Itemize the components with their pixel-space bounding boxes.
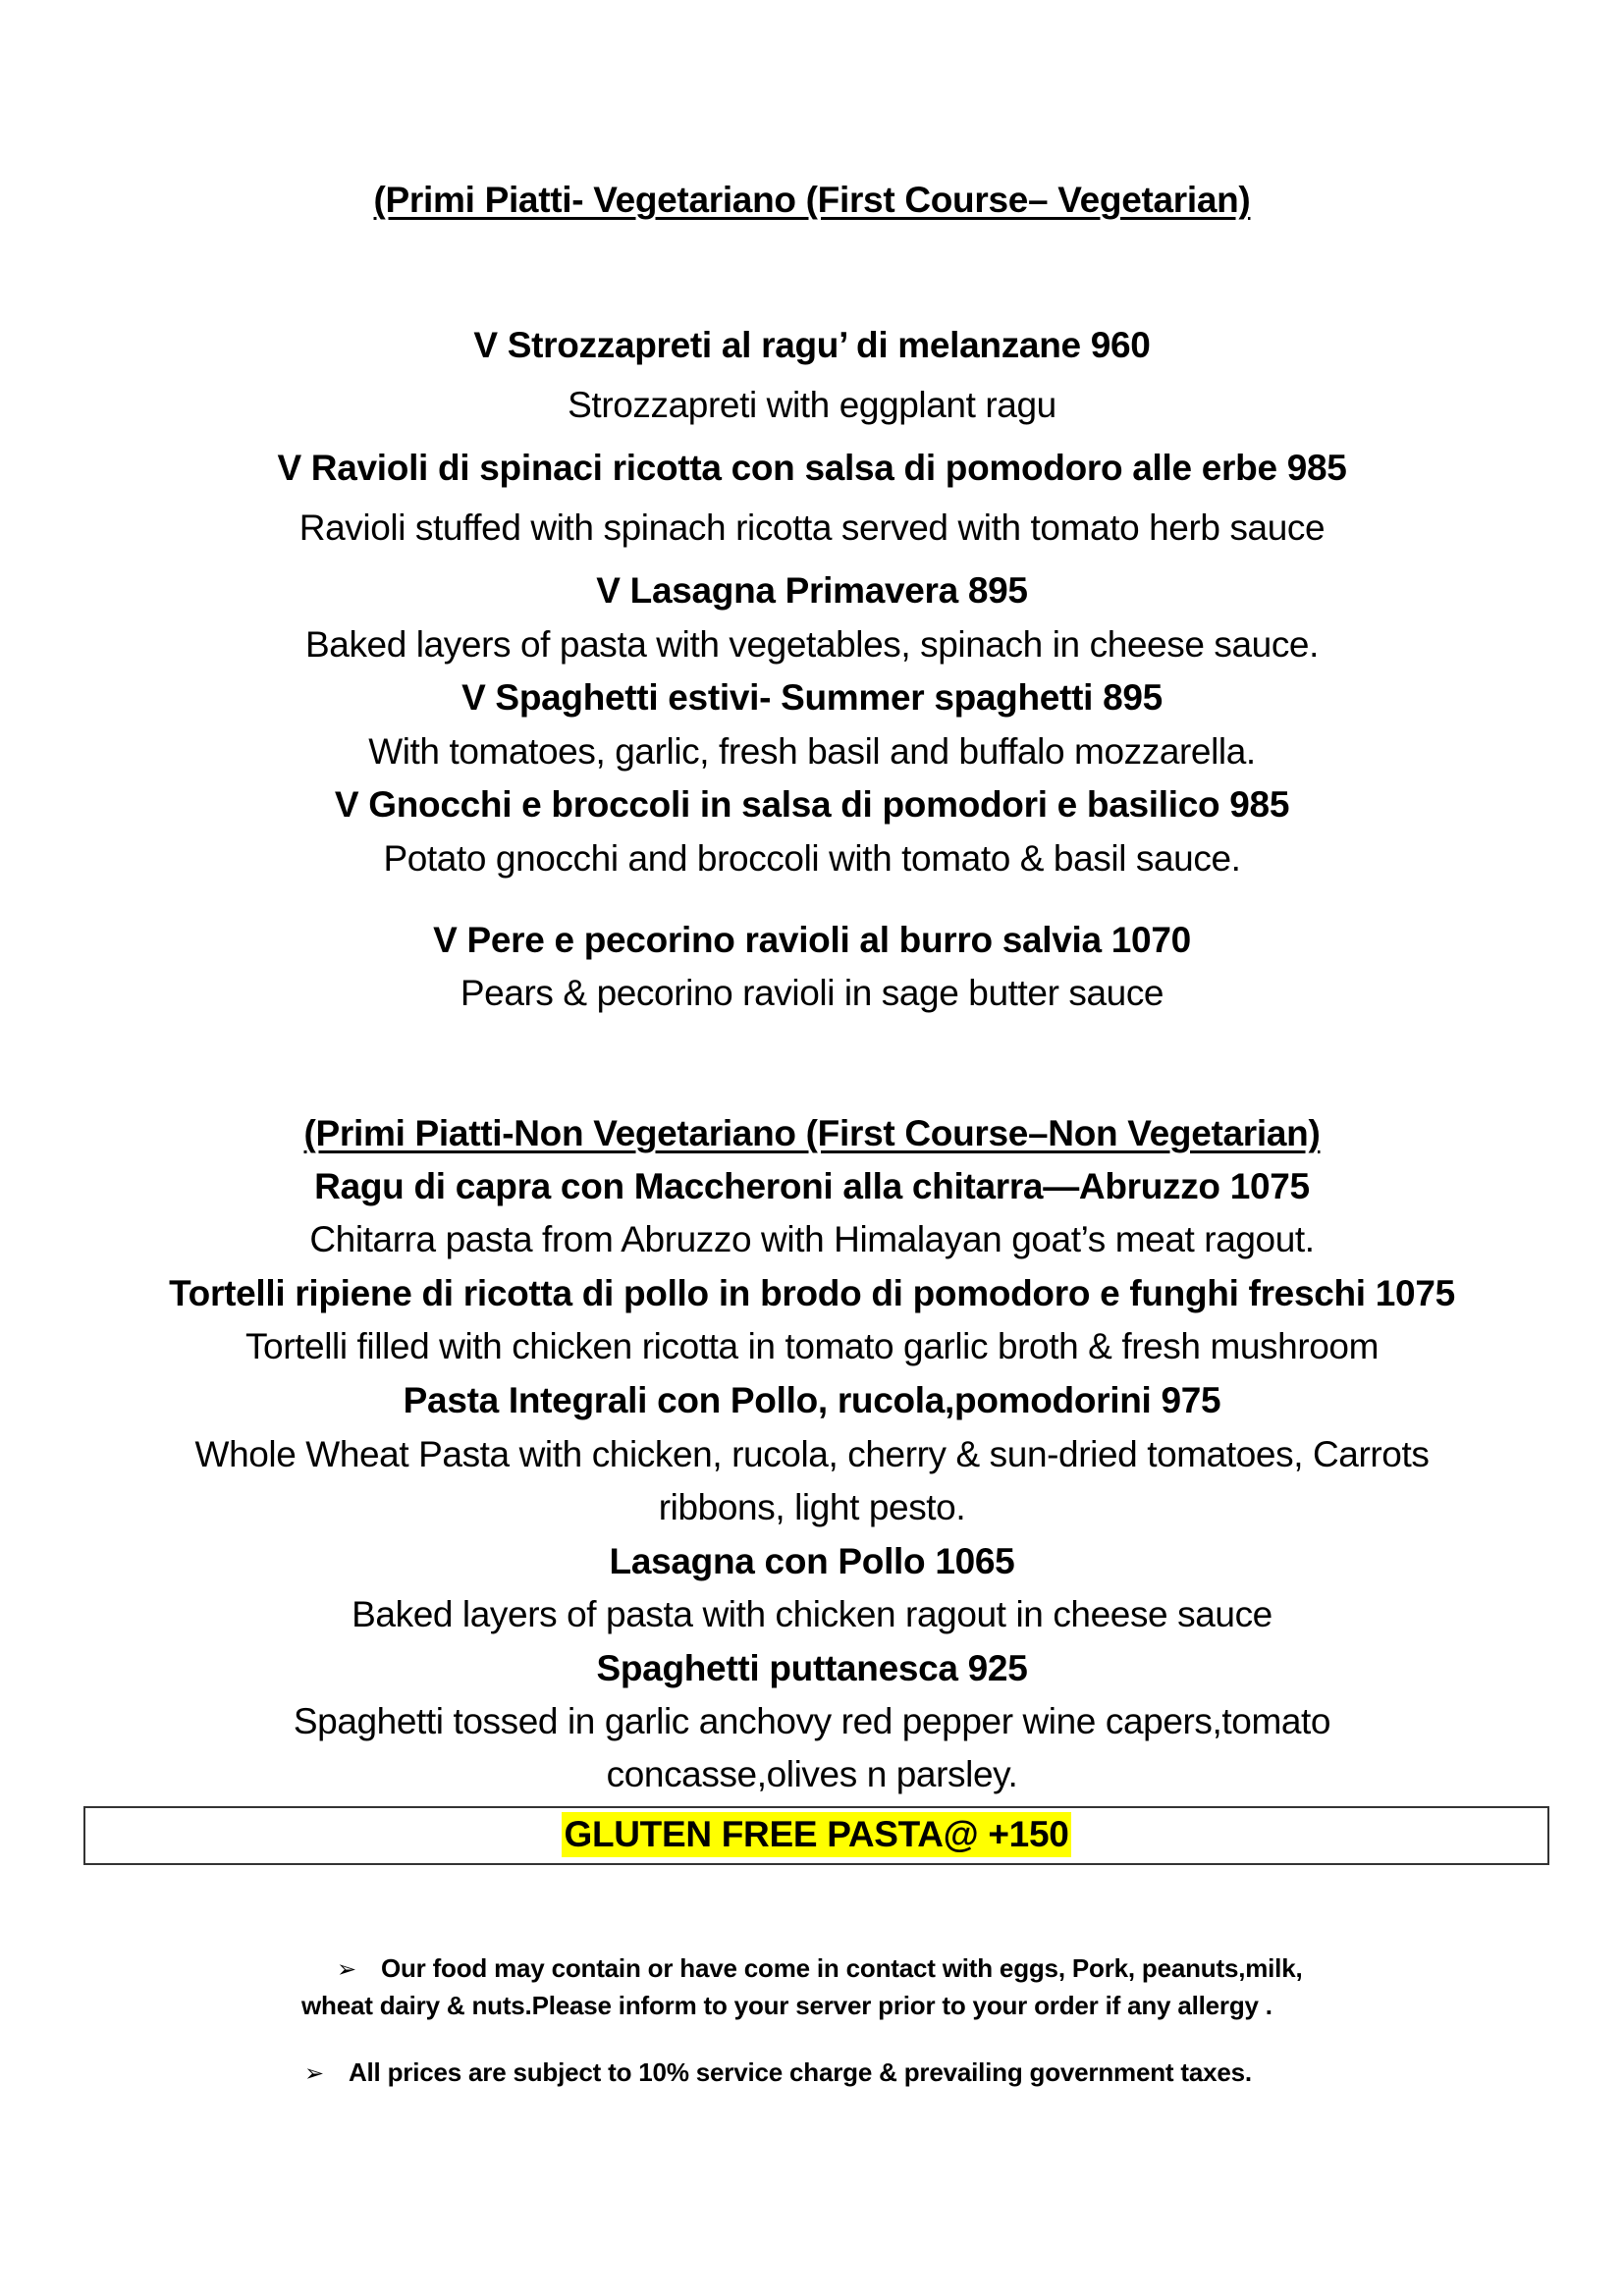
allergy-note-line1: ➢ Our food may contain or have come in contact with eggs, Pork, peanuts,milk, [337,1953,1303,1983]
menu-item-desc: Chitarra pasta from Abruzzo with Himalayan goat’s meat ragout. [309,1219,1315,1259]
menu-item-desc: Spaghetti tossed in garlic anchovy red pepper wine capers,tomato [293,1701,1331,1741]
menu-item-name: V Spaghetti estivi- Summer spaghetti 895 [461,677,1163,718]
menu-item-name: V Lasagna Primavera 895 [596,570,1028,611]
allergy-note-line2: wheat dairy & nuts.Please inform to your server prior to your order if any allergy . [301,1991,1272,2020]
arrow-bullet-icon: ➢ [337,1956,356,1983]
menu-item-name: V Gnocchi e broccoli in salsa di pomodori e basilico 985 [334,784,1290,825]
menu-item-desc: Tortelli filled with chicken ricotta in tomato garlic broth & fresh mushroom [244,1326,1380,1366]
menu-item-desc: ribbons, light pesto. [658,1487,966,1527]
menu-item-desc: Baked layers of pasta with chicken ragout in cheese sauce [352,1594,1272,1634]
menu-item-desc: Ravioli stuffed with spinach ricotta served with tomato herb sauce [298,507,1326,548]
menu-item-name: V Strozzapreti al ragu’ di melanzane 960 [473,325,1151,365]
gluten-free-box [83,1806,1549,1865]
menu-item-desc: Baked layers of pasta with vegetables, spinach in cheese sauce. [305,624,1319,665]
service-charge-note: ➢ All prices are subject to 10% service charge & prevailing government taxes. [304,2057,1252,2087]
menu-item-desc: Whole Wheat Pasta with chicken, rucola, cherry & sun-dried tomatoes, Carrots [194,1434,1430,1474]
menu-item-name: Lasagna con Pollo 1065 [609,1541,1015,1581]
nonveg-section-title: (Primi Piatti-Non Vegetariano (First Course–Non Vegetarian) [303,1113,1321,1153]
veg-section-title: (Primi Piatti- Vegetariano (First Course– Vegetarian) [373,180,1251,220]
menu-item-desc: Strozzapreti with eggplant ragu [568,385,1056,425]
menu-item-desc: Potato gnocchi and broccoli with tomato & basil sauce. [383,838,1241,879]
menu-item-name: Ragu di capra con Maccheroni alla chitarra—Abruzzo 1075 [314,1166,1310,1206]
menu-item-name: Pasta Integrali con Pollo, rucola,pomodorini 975 [403,1380,1221,1420]
menu-item-name: Spaghetti puttanesca 925 [596,1648,1028,1688]
gluten-free-label: GLUTEN FREE PASTA@ +150 [562,1812,1070,1857]
menu-item-name: V Ravioli di spinaci ricotta con salsa di pomodoro alle erbe 985 [277,448,1347,488]
menu-item-desc: With tomatoes, garlic, fresh basil and buffalo mozzarella. [368,731,1256,772]
arrow-bullet-icon: ➢ [304,2060,324,2087]
menu-item-desc: concasse,olives n parsley. [606,1754,1018,1794]
menu-item-name: V Pere e pecorino ravioli al burro salvia 1070 [433,920,1191,960]
menu-item-name: Tortelli ripiene di ricotta di pollo in brodo di pomodoro e funghi freschi 1075 [169,1273,1455,1313]
menu-item-desc: Pears & pecorino ravioli in sage butter sauce [460,973,1164,1013]
